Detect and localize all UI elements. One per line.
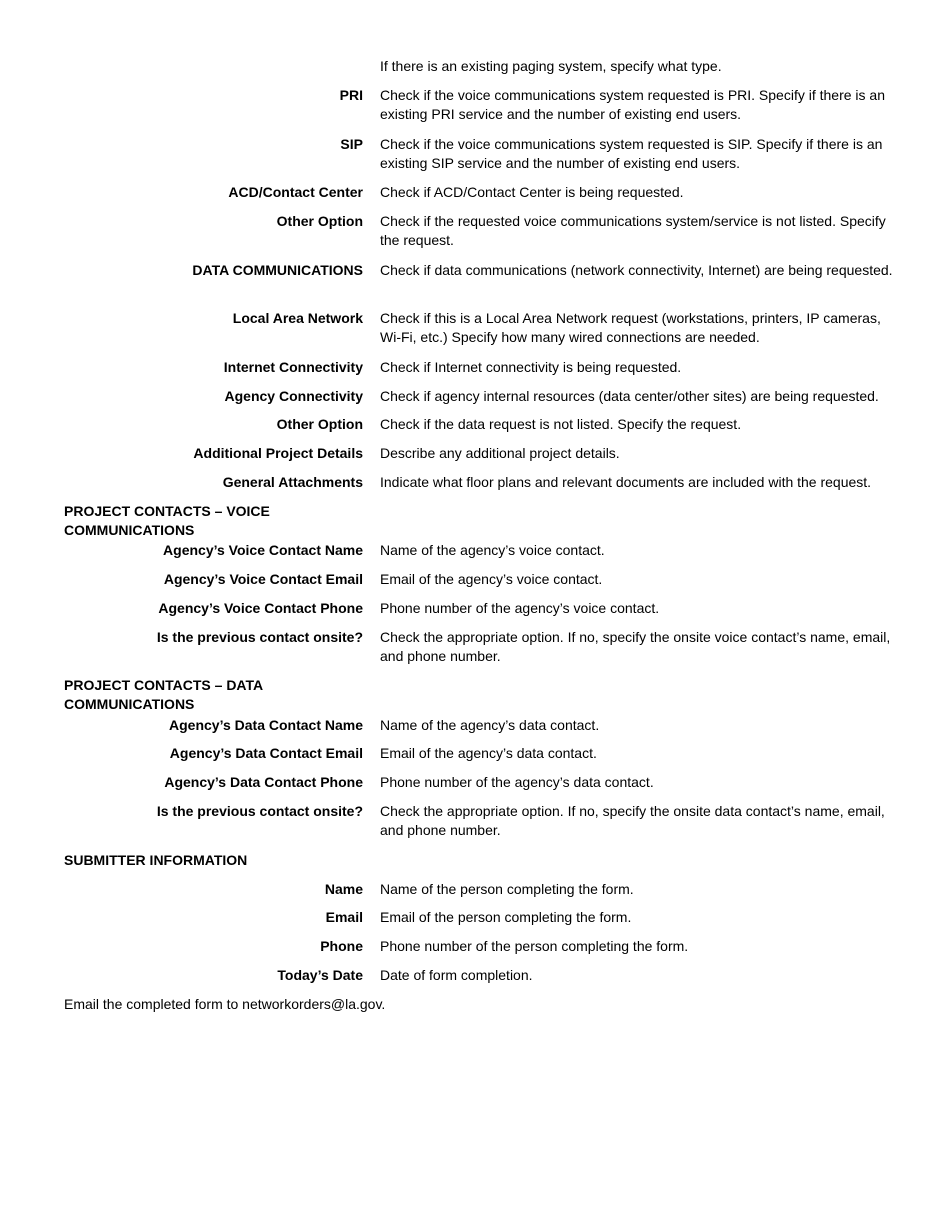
data-contacts-heading: PROJECT CONTACTS – DATA COMMUNICATIONS xyxy=(64,677,263,712)
data-contact-onsite-description: Check the appropriate option. If no, specify the onsite data contact’s name, email, and phone number. xyxy=(380,803,885,838)
submitter-email-description: Email of the person completing the form. xyxy=(380,909,632,925)
data-comm-description: Check if data communications (network connectivity, Internet) are being requested. xyxy=(380,262,893,278)
voice-contact-name-label: Agency’s Voice Contact Name xyxy=(163,542,363,558)
voice-contacts-heading: PROJECT CONTACTS – VOICE COMMUNICATIONS xyxy=(64,503,270,538)
voice-other-label: Other Option xyxy=(276,213,363,229)
internet-description: Check if Internet connectivity is being requested. xyxy=(380,359,682,375)
additional-details-description: Describe any additional project details. xyxy=(380,445,620,461)
pri-label: PRI xyxy=(339,87,363,103)
voice-other-description: Check if the requested voice communications system/service is not listed. Specify the request. xyxy=(380,213,886,248)
email-instructions: Email the completed form to networkorders@la.gov. xyxy=(64,996,386,1012)
data-contact-phone-description: Phone number of the agency’s data contact. xyxy=(380,774,654,790)
pri-description: Check if the voice communications system requested is PRI. Specify if there is an existing PRI service and the number of existing end users. xyxy=(380,87,885,122)
data-comm-label: DATA COMMUNICATIONS xyxy=(192,262,363,278)
voice-contact-phone-description: Phone number of the agency’s voice contact. xyxy=(380,600,660,616)
acd-label: ACD/Contact Center xyxy=(228,184,363,200)
data-contact-name-description: Name of the agency’s data contact. xyxy=(380,717,600,733)
lan-label: Local Area Network xyxy=(232,310,363,326)
acd-description: Check if ACD/Contact Center is being requested. xyxy=(380,184,684,200)
submitter-date-label: Today’s Date xyxy=(277,967,363,983)
data-contact-phone-label: Agency’s Data Contact Phone xyxy=(164,774,363,790)
data-contact-name-label: Agency’s Data Contact Name xyxy=(169,717,363,733)
voice-contact-phone-label: Agency’s Voice Contact Phone xyxy=(158,600,363,616)
internet-label: Internet Connectivity xyxy=(223,359,363,375)
sip-label: SIP xyxy=(340,136,363,152)
voice-contact-onsite-label: Is the previous contact onsite? xyxy=(156,629,363,645)
data-contact-onsite-label: Is the previous contact onsite? xyxy=(156,803,363,819)
submitter-email-label: Email xyxy=(325,909,363,925)
paging-intro-text: If there is an existing paging system, specify what type. xyxy=(380,58,722,74)
voice-contact-email-label: Agency’s Voice Contact Email xyxy=(163,571,363,587)
submitter-phone-description: Phone number of the person completing the form. xyxy=(380,938,689,954)
lan-description: Check if this is a Local Area Network request (workstations, printers, IP cameras, Wi-Fi, etc.) Specify how many wired connections are needed. xyxy=(380,310,881,345)
agency-connectivity-label: Agency Connectivity xyxy=(224,388,363,404)
voice-contact-email-description: Email of the agency’s voice contact. xyxy=(380,571,603,587)
data-contact-email-label: Agency’s Data Contact Email xyxy=(169,745,363,761)
data-other-description: Check if the data request is not listed. Specify the request. xyxy=(380,416,742,432)
additional-details-label: Additional Project Details xyxy=(193,445,363,461)
attachments-description: Indicate what floor plans and relevant documents are included with the request. xyxy=(380,474,872,490)
submitter-name-label: Name xyxy=(324,881,363,897)
attachments-label: General Attachments xyxy=(222,474,363,490)
sip-description: Check if the voice communications system requested is SIP. Specify if there is an existing SIP service and the number of existing end users. xyxy=(380,136,883,171)
submitter-date-description: Date of form completion. xyxy=(380,967,533,983)
submitter-phone-label: Phone xyxy=(320,938,363,954)
data-contact-email-description: Email of the agency’s data contact. xyxy=(380,745,597,761)
voice-contact-onsite-description: Check the appropriate option. If no, specify the onsite voice contact’s name, email, and phone number. xyxy=(380,629,891,664)
data-other-label: Other Option xyxy=(276,416,363,432)
submitter-heading: SUBMITTER INFORMATION xyxy=(64,852,248,868)
agency-connectivity-description: Check if agency internal resources (data center/other sites) are being requested. xyxy=(380,388,879,404)
voice-contact-name-description: Name of the agency’s voice contact. xyxy=(380,542,605,558)
submitter-name-description: Name of the person completing the form. xyxy=(380,881,634,897)
